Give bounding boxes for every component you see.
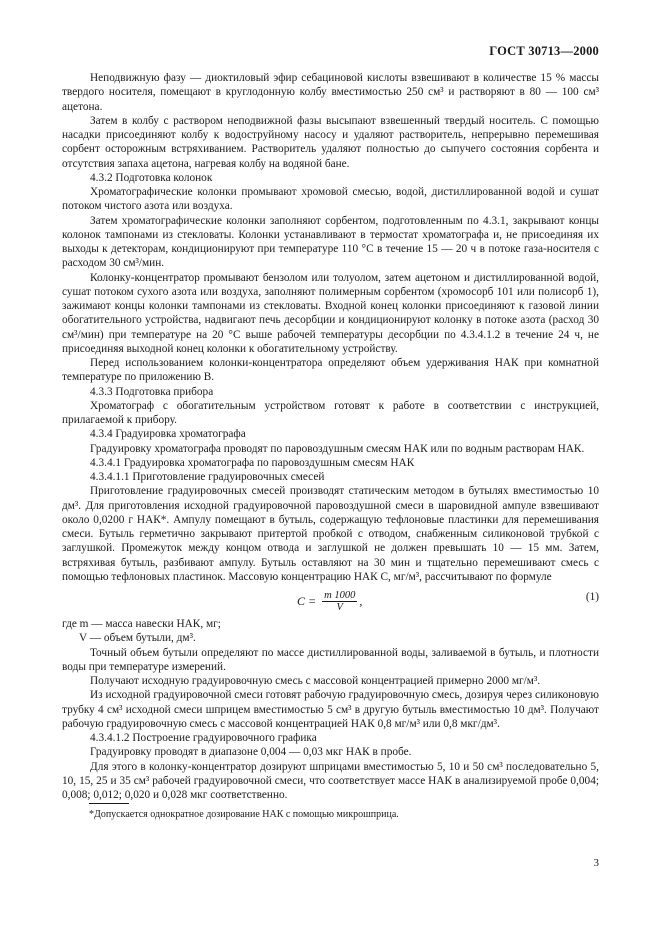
paragraph-bottle-volume: Точный объем бутыли определяют по массе дистиллированной воды, заливаемой в бутыль, и плотности воды при температуре измерений. bbox=[62, 646, 599, 673]
formula-denominator: V bbox=[336, 602, 343, 613]
paragraph-concentrator-column: Колонку-концентратор промывают бензолом или толуолом, затем ацетоном и дистиллированной водой, сушат потоком сухого азота или воздуха, заполняют полимерным сорбентом (хромосорб 101 или полисорб 1), зажимают концы колонки тампонами из стекловаты. Входной конец колонки присоединяют к газовой линии обогатительного устройства, надвигают печь десорбции и кондиционируют колонку в потоке азота (расход 30 см³/мин) при температуре на 20 °С выше рабочей температуры десорбции по 4.3.4.1.2 в течение 24 ч, не присоединяя выходной конец колонки к обогатительному устройству. bbox=[62, 271, 599, 355]
paragraph-calibration-range: Градуировку проводят в диапазоне 0,004 — 0,03 мкг НАК в пробе. bbox=[90, 746, 412, 759]
paragraph-column-washing: Хроматографические колонки промывают хромовой смесью, водой, дистиллированной водой и сушат потоком чистого азота или воздуха. bbox=[62, 186, 599, 213]
heading-4-3-4: 4.3.4 Градуировка хроматографа bbox=[90, 428, 246, 441]
paragraph-mixture-preparation: Приготовление градуировочных смесей производят статическим методом в бутылях вместимостью 10 дм³. Для приготовления исходной градуировочной паровоздушной смеси в шаровидной ампуле взвешивают около 0,0200 г НАК*. Ампулу помещают в бутыль, содержащую тефлоновые пластинки для перемешивания смеси. Бутыль герметично закрывают притертой пробкой с отводом, снабженным силиконовой трубкой с заглушкой. Промежуток между концом отвода и заглушкой не должен превышать 10 — 15 мм. Затем, встряхивая бутыль, разбивают ампулу. Бутыль оставляют на 30 мин и тщательно перемешивают смесь с помощью тефлоновых пластинок. Массовую концентрацию НАК С, мг/м³, рассчитывают по формуле bbox=[62, 485, 599, 583]
formula-number: (1) bbox=[585, 591, 599, 603]
paragraph-initial-mixture: Получают исходную градуировочную смесь с массовой концентрацией примерно 2000 мг/м³. bbox=[90, 675, 541, 687]
formula-numerator: m 1000 bbox=[324, 590, 356, 601]
formula-tail: , bbox=[359, 594, 363, 609]
heading-4-3-4-1-2: 4.3.4.1.2 Построение градуировочного графика bbox=[90, 732, 317, 744]
where-volume: V — объем бутыли, дм³. bbox=[79, 632, 196, 645]
paragraph-device-prep: Хроматограф с обогатительным устройством готовят к работе в соответствии с инструкцией, прилагаемой к прибору. bbox=[62, 399, 599, 426]
paragraph-retention-volume: Перед использованием колонки-концентратора определяют объем удерживания НАК при комнатной температуре по приложению В. bbox=[62, 357, 599, 384]
formula-1 bbox=[62, 586, 599, 616]
footnote-divider bbox=[89, 803, 129, 804]
paragraph-dosing: Для этого в колонку-концентратор дозируют шприцами вместимостью 5, 10 и 50 см³ последовательно 5, 10, 15, 25 и 35 см³ рабочей градуировочной смеси, что соответствует массе НАК в анализируемой пробе 0,004; 0,008; 0,012; 0,020 и 0,028 мкг соответственно. bbox=[62, 760, 599, 801]
footnote: *Допускается однократное дозирование НАК с помощью микрошприца. bbox=[89, 809, 399, 820]
document-body bbox=[62, 71, 599, 802]
formula-expression bbox=[297, 590, 362, 613]
standard-header: ГОСТ 30713—2000 bbox=[489, 44, 599, 58]
where-mass: где m — масса навески НАК, мг; bbox=[62, 618, 221, 630]
paragraph-calibration: Градуировку хроматографа проводят по паровоздушным смесям НАК или по водным растворам НАК. bbox=[90, 442, 585, 455]
formula-fraction bbox=[322, 590, 357, 613]
page-number: 3 bbox=[593, 857, 599, 869]
heading-4-3-4-1-1: 4.3.4.1.1 Приготовление градуировочных смесей bbox=[90, 471, 325, 483]
paragraph-column-filling: Затем хроматографические колонки заполняют сорбентом, подготовленным по 4.3.1, закрывают концы колонок тампонами из стекловаты. Колонки устанавливают в термостат хроматографа и, не присоединяя их выходы к детекторам, кондиционируют при температуре 110 °С в течение 15 — 20 ч в потоке газа-носителя с расходом 30 см³/мин. bbox=[62, 214, 599, 270]
heading-4-3-4-1: 4.3.4.1 Градуировка хроматографа по паровоздушным смесям НАК bbox=[90, 456, 415, 469]
paragraph-stationary-phase: Неподвижную фазу — диоктиловый эфир себациновой кислоты взвешивают в количестве 15 % массы твердого носителя, помещают в круглодонную колбу вместимостью 250 см³ и растворяют в 80 — 100 см³ ацетона. bbox=[62, 72, 599, 113]
formula-lhs: C = bbox=[297, 594, 317, 609]
heading-4-3-2: 4.3.2 Подготовка колонок bbox=[90, 171, 213, 184]
paragraph-working-mixture: Из исходной градуировочной смеси готовят рабочую градуировочную смесь, дозируя через силиконовую трубку 4 см³ исходной смеси шприцем вместимостью 5 см³ в другую бутыль вместимостью 10 дм³. Получают рабочую градуировочную смесь с массовой концентрацией НАК 0,8 мг/м³ или 0,8 мкг/дм³. bbox=[62, 689, 599, 730]
heading-4-3-3: 4.3.3 Подготовка прибора bbox=[90, 385, 214, 398]
paragraph-solvent-removal: Затем в колбу с раствором неподвижной фазы высыпают взвешенный твердый носитель. С помощью насадки присоединяют колбу к водоструйному насосу и удаляют растворитель, непрерывно перемешивая сорбент осторожным встряхиванием. Растворитель удаляют полностью до сыпучего состояния сорбента и отсутствия запаха ацетона, нагревая колбу на водяной бане. bbox=[62, 114, 599, 170]
